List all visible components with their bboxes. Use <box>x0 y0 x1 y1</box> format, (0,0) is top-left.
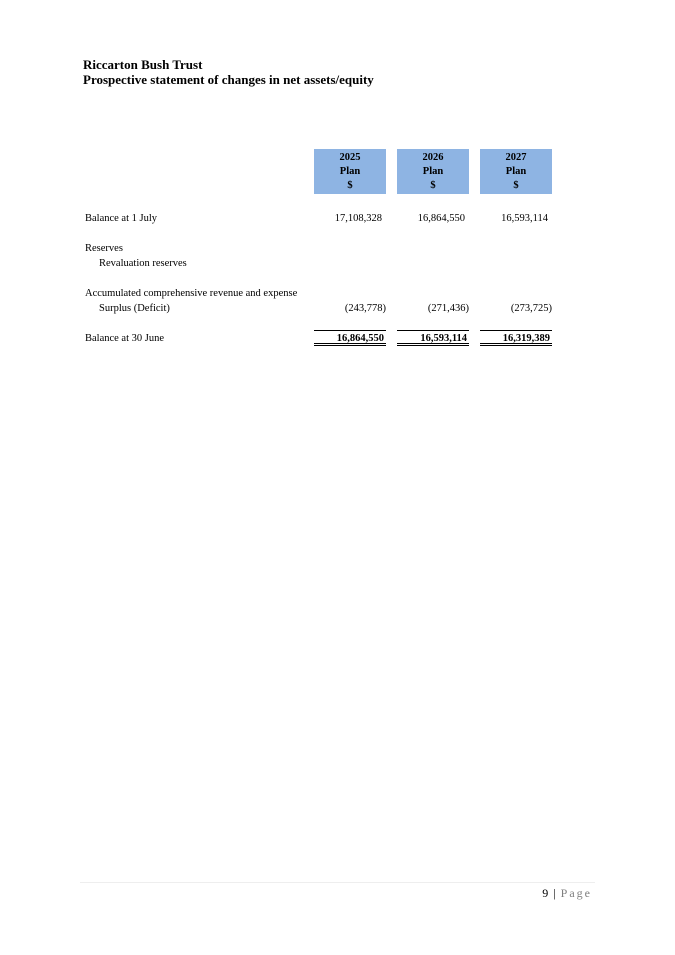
document-title <box>83 57 374 87</box>
closing-2026: 16,593,114 <box>420 333 467 344</box>
row-label-surplus: Surplus (Deficit) <box>99 303 170 314</box>
statement-title: Prospective statement of changes in net assets/equity <box>83 72 374 87</box>
column-header-2026: 2026 Plan $ <box>397 149 469 194</box>
footer-separator: | <box>553 886 557 900</box>
row-label-revaluation: Revaluation reserves <box>99 258 187 269</box>
row-label-reserves: Reserves <box>85 243 123 254</box>
row-label-accumulated: Accumulated comprehensive revenue and expense <box>85 288 298 299</box>
row-label-opening: Balance at 1 July <box>85 213 158 224</box>
footer-divider <box>80 882 595 883</box>
page-footer <box>542 886 592 901</box>
column-header-2027: 2027 Plan $ <box>480 149 552 194</box>
surplus-2025: (243,778) <box>344 303 386 314</box>
opening-2026: 16,864,550 <box>417 213 465 224</box>
closing-2027: 16,319,389 <box>502 333 550 344</box>
surplus-2027: (273,725) <box>510 303 552 314</box>
row-label-closing: Balance at 30 June <box>85 333 165 344</box>
opening-2027: 16,593,114 <box>501 213 548 224</box>
column-header-2025: 2025 Plan $ <box>314 149 386 194</box>
org-name: Riccarton Bush Trust <box>83 57 203 72</box>
surplus-2026: (271,436) <box>427 303 469 314</box>
page-number: 9 <box>542 886 550 900</box>
opening-2025: 17,108,328 <box>334 213 382 224</box>
closing-2025: 16,864,550 <box>336 333 384 344</box>
page-label: Page <box>560 886 592 900</box>
